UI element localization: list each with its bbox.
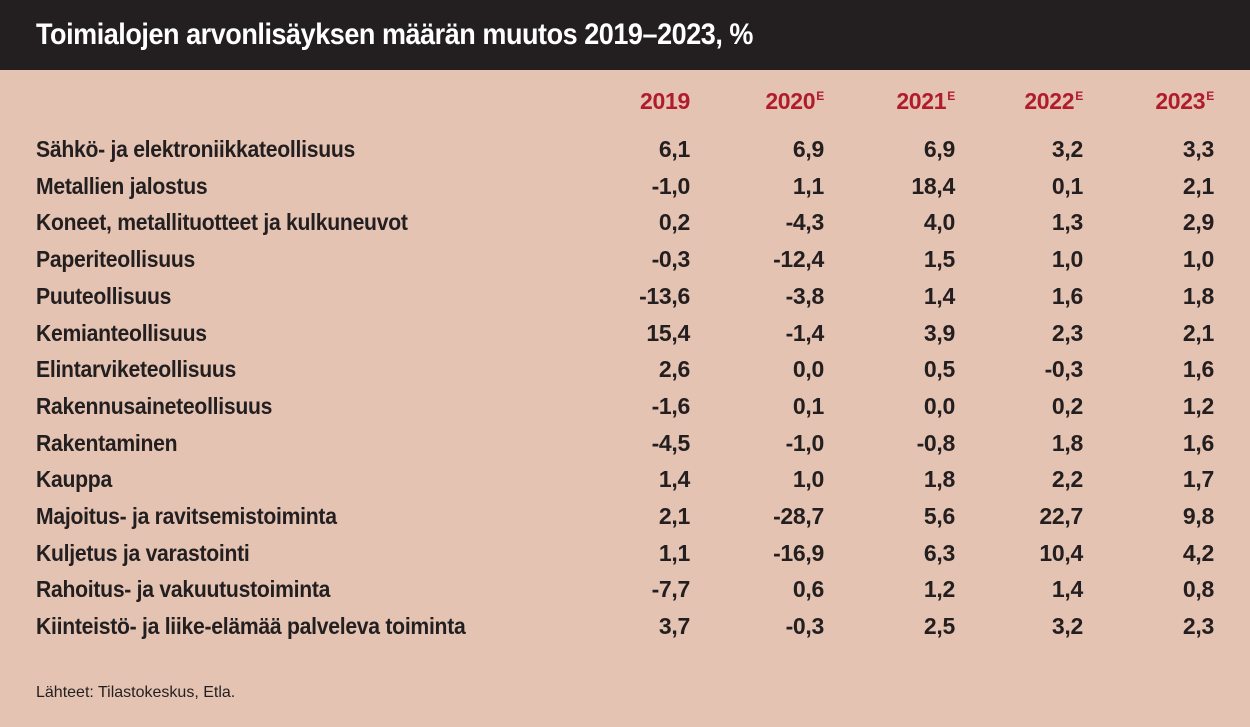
estimate-mark: E: [947, 89, 955, 103]
value-cell: 10,4: [1039, 539, 1083, 566]
value-cell: -0,3: [785, 613, 824, 640]
table-row: [0, 246, 1250, 283]
value-cell: 1,6: [1182, 356, 1214, 383]
value-cell: 1,4: [1051, 576, 1083, 603]
value-cell: -4,5: [651, 429, 690, 456]
title-bar: [0, 0, 1250, 70]
value-cell: 1,7: [1182, 466, 1214, 493]
value-cell: 2,3: [1182, 613, 1214, 640]
value-cell: 6,9: [923, 136, 955, 162]
row-label: Elintarviketeollisuus: [36, 356, 236, 383]
value-cell: 2,1: [1182, 319, 1214, 346]
row-label: Rahoitus- ja vakuutustoiminta: [36, 576, 331, 603]
value-cell: 1,1: [792, 172, 824, 199]
year-label: 2019: [640, 88, 690, 114]
table-row: [0, 466, 1250, 503]
value-cell: 1,8: [923, 466, 955, 493]
value-cell: 3,2: [1051, 613, 1083, 640]
row-label: Rakentaminen: [36, 429, 178, 456]
value-cell: 0,2: [1051, 392, 1083, 419]
value-cell: 9,8: [1182, 503, 1214, 529]
table-row: [0, 430, 1250, 467]
value-cell: 18,4: [911, 172, 955, 199]
value-cell: 3,2: [1051, 136, 1083, 162]
year-label: 2020: [765, 88, 816, 114]
row-label: Paperiteollisuus: [36, 246, 196, 273]
value-cell: 1,2: [1182, 392, 1214, 419]
row-label: Kiinteistö- ja liike-elämää palveleva toiminta: [36, 613, 466, 640]
table-row: [0, 173, 1250, 210]
header-row: [0, 88, 1250, 125]
value-cell: -1,6: [651, 392, 690, 419]
estimate-mark: E: [1206, 89, 1214, 103]
value-cell: 1,4: [658, 466, 690, 493]
year-header-2022: [963, 88, 1083, 115]
value-cell: -1,0: [785, 429, 824, 456]
table-row: [0, 283, 1250, 320]
value-cell: 15,4: [646, 319, 690, 346]
value-cell: 1,8: [1051, 429, 1083, 456]
value-cell: 2,6: [658, 356, 690, 383]
table-row: [0, 209, 1250, 246]
table-row: [0, 613, 1250, 650]
value-cell: -7,7: [651, 576, 690, 603]
table-row: [0, 576, 1250, 613]
value-cell: 4,2: [1182, 539, 1214, 566]
value-cell: 0,0: [792, 356, 824, 383]
value-cell: 5,6: [923, 503, 955, 529]
year-label: 2021: [896, 88, 947, 114]
value-cell: 0,1: [1051, 172, 1083, 199]
value-cell: 0,2: [658, 209, 690, 236]
value-cell: 0,8: [1182, 576, 1214, 603]
value-cell: -28,7: [773, 503, 824, 529]
table-row: [0, 320, 1250, 357]
row-label: Kauppa: [36, 466, 112, 493]
value-cell: 2,1: [658, 503, 690, 529]
value-cell: -16,9: [773, 539, 824, 566]
value-cell: 1,0: [792, 466, 824, 493]
table-row: [0, 356, 1250, 393]
table-row: [0, 540, 1250, 577]
value-cell: 4,0: [923, 209, 955, 236]
value-cell: -0,8: [916, 429, 955, 456]
year-header-2019: [570, 88, 690, 115]
year-label: 2022: [1024, 88, 1075, 114]
year-header-2023: [1094, 88, 1214, 115]
value-cell: 0,5: [923, 356, 955, 383]
value-cell: -0,3: [1044, 356, 1083, 383]
value-cell: 0,1: [792, 392, 824, 419]
chart-title: Toimialojen arvonlisäyksen määrän muutos 2019–2023, %: [36, 18, 753, 51]
source-note: Lähteet: Tilastokeskus, Etla.: [36, 684, 236, 701]
value-cell: -1,0: [651, 172, 690, 199]
row-label: Kemianteollisuus: [36, 319, 207, 346]
value-cell: 2,2: [1051, 466, 1083, 493]
value-cell: 3,3: [1182, 136, 1214, 162]
value-cell: 6,9: [792, 136, 824, 162]
value-cell: 1,5: [923, 246, 955, 273]
value-cell: 1,6: [1182, 429, 1214, 456]
value-cell: 1,3: [1051, 209, 1083, 236]
row-label: Sähkö- ja elektroniikkateollisuus: [36, 136, 355, 162]
year-header-2020: [704, 88, 824, 115]
row-label: Kuljetus ja varastointi: [36, 539, 250, 566]
value-cell: -12,4: [773, 246, 824, 273]
value-cell: 1,8: [1182, 282, 1214, 309]
value-cell: 2,9: [1182, 209, 1214, 236]
value-cell: 1,6: [1051, 282, 1083, 309]
value-cell: 22,7: [1039, 503, 1083, 529]
value-cell: 3,7: [658, 613, 690, 640]
row-label: Koneet, metallituotteet ja kulkuneuvot: [36, 209, 408, 236]
value-cell: 6,1: [658, 136, 690, 162]
value-cell: 2,1: [1182, 172, 1214, 199]
year-label: 2023: [1155, 88, 1206, 114]
estimate-mark: E: [816, 89, 824, 103]
row-label: Puuteollisuus: [36, 282, 172, 309]
value-cell: 1,0: [1051, 246, 1083, 273]
value-cell: 1,0: [1182, 246, 1214, 273]
value-cell: 6,3: [923, 539, 955, 566]
value-cell: -13,6: [639, 282, 690, 309]
table-row: [0, 136, 1250, 173]
value-cell: -3,8: [785, 282, 824, 309]
row-label: Metallien jalostus: [36, 172, 208, 199]
value-cell: 2,5: [923, 613, 955, 640]
value-cell: 3,9: [923, 319, 955, 346]
table-row: [0, 393, 1250, 430]
value-cell: -4,3: [785, 209, 824, 236]
value-cell: 1,2: [923, 576, 955, 603]
value-cell: 0,0: [923, 392, 955, 419]
value-cell: 2,3: [1051, 319, 1083, 346]
value-cell: 1,4: [923, 282, 955, 309]
year-header-2021: [835, 88, 955, 115]
row-label: Majoitus- ja ravitsemistoiminta: [36, 503, 337, 529]
row-label: Rakennusaineteollisuus: [36, 392, 273, 419]
estimate-mark: E: [1075, 89, 1083, 103]
value-cell: 1,1: [658, 539, 690, 566]
value-cell: -1,4: [785, 319, 824, 346]
table-row: [0, 503, 1250, 540]
value-cell: -0,3: [651, 246, 690, 273]
value-cell: 0,6: [792, 576, 824, 603]
